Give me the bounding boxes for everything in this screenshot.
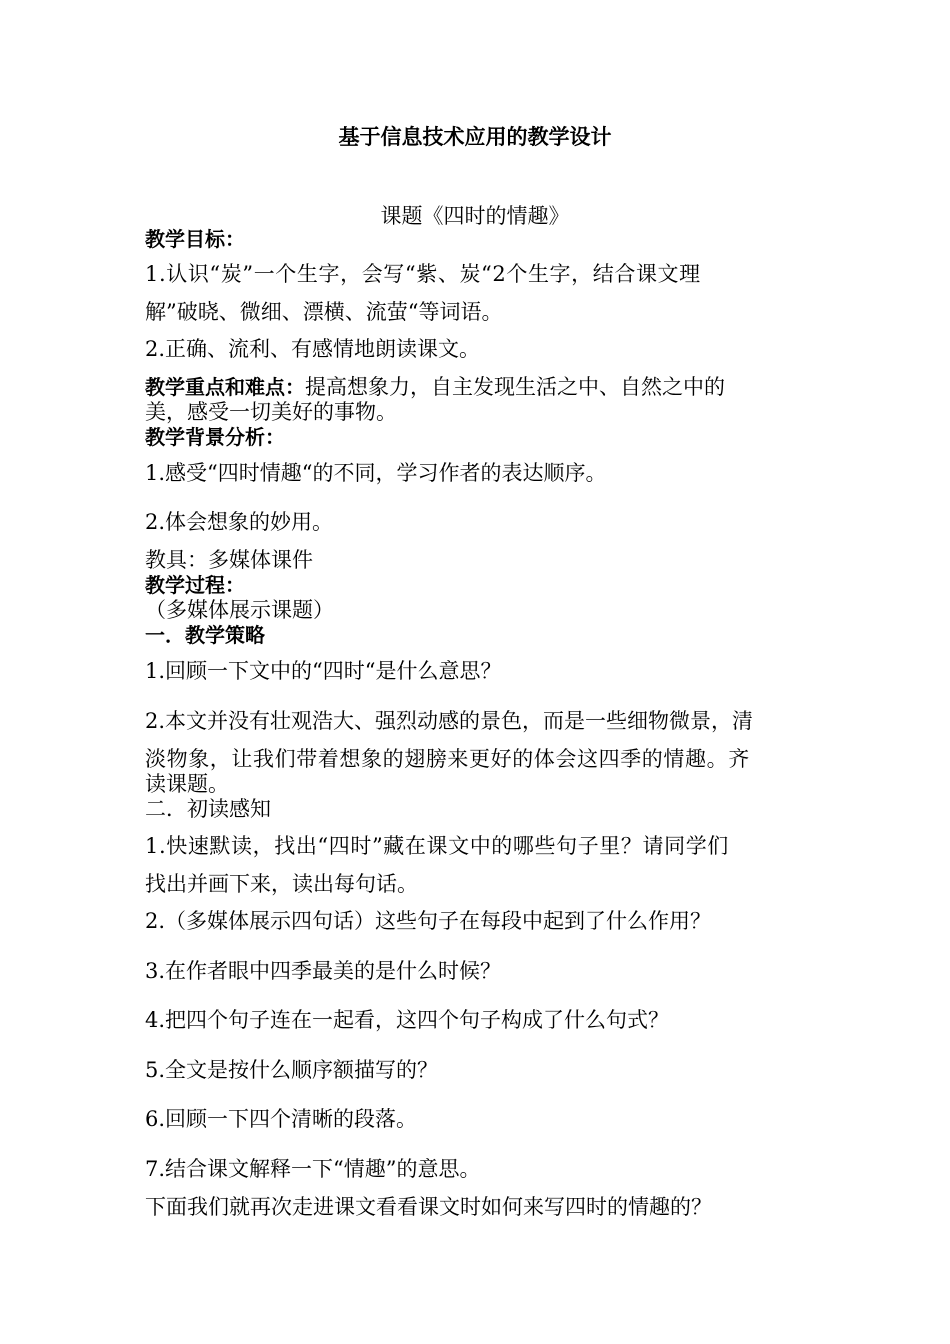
- background-item-1: 1.感受“四时情趣“的不同，学习作者的表达顺序。: [145, 461, 607, 485]
- background-heading: 教学背景分析：: [145, 425, 285, 449]
- objective-1-line-1: 1.认识“炭”一个生字，会写“紫、炭“2个生字，结合课文理: [145, 262, 701, 286]
- section-1-question-2-line-2: 淡物象，让我们带着想象的翅膀来更好的体会这四季的情趣。齐: [145, 747, 750, 771]
- process-note: （多媒体展示课题）: [145, 598, 334, 622]
- process-heading: 教学过程：: [145, 573, 245, 597]
- background-item-2: 2.体会想象的妙用。: [145, 510, 334, 534]
- key-points-paragraph: [145, 374, 810, 400]
- document-title: 基于信息技术应用的教学设计: [338, 125, 612, 149]
- key-points-text: 提高想象力，自主发现生活之中、自然之中的: [305, 375, 725, 399]
- key-points-heading: 教学重点和难点：: [145, 375, 305, 399]
- section-2-question-1-line-2: 找出并画下来，读出每句话。: [145, 872, 418, 896]
- section-2-question-5: 5.全文是按什么顺序额描写的？: [145, 1058, 439, 1082]
- objective-1-line-2: 解”破晓、微细、漂横、流萤“等词语。: [145, 300, 503, 324]
- objective-2: 2.正确、流利、有感情地朗读课文。: [145, 337, 481, 361]
- section-1-question-2-line-3: 读课题。: [145, 772, 229, 796]
- section-2-question-1-line-1: 1.快速默读，找出“四时”藏在课文中的哪些句子里？请同学们: [145, 834, 729, 858]
- teaching-tools: 教具：多媒体课件: [145, 548, 313, 572]
- section-1-question-1: 1.回顾一下文中的“四时“是什么意思？: [145, 659, 502, 683]
- section-2-question-4: 4.把四个句子连在一起看，这四个句子构成了什么句式？: [145, 1008, 670, 1032]
- key-points-line-2: 美，感受一切美好的事物。: [145, 400, 397, 424]
- lesson-subtitle: 课题《四时的情趣》: [380, 204, 570, 228]
- closing-line: 下面我们就再次走进课文看看课文时如何来写四时的情趣的？: [145, 1195, 712, 1219]
- section-2-question-3: 3.在作者眼中四季最美的是什么时候？: [145, 959, 502, 983]
- section-2-question-2: 2.（多媒体展示四句话）这些句子在每段中起到了什么作用？: [145, 909, 712, 933]
- section-2-question-6: 6.回顾一下四个清晰的段落。: [145, 1107, 418, 1131]
- objectives-heading: 教学目标：: [145, 227, 245, 251]
- section-2-heading: 二．初读感知: [145, 797, 271, 821]
- section-2-question-7: 7.结合课文解释一下“情趣”的意思。: [145, 1157, 481, 1181]
- section-1-question-2-line-1: 2.本文并没有壮观浩大、强烈动感的景色，而是一些细物微景，清: [145, 709, 754, 733]
- section-1-heading: 一．教学策略: [145, 623, 265, 647]
